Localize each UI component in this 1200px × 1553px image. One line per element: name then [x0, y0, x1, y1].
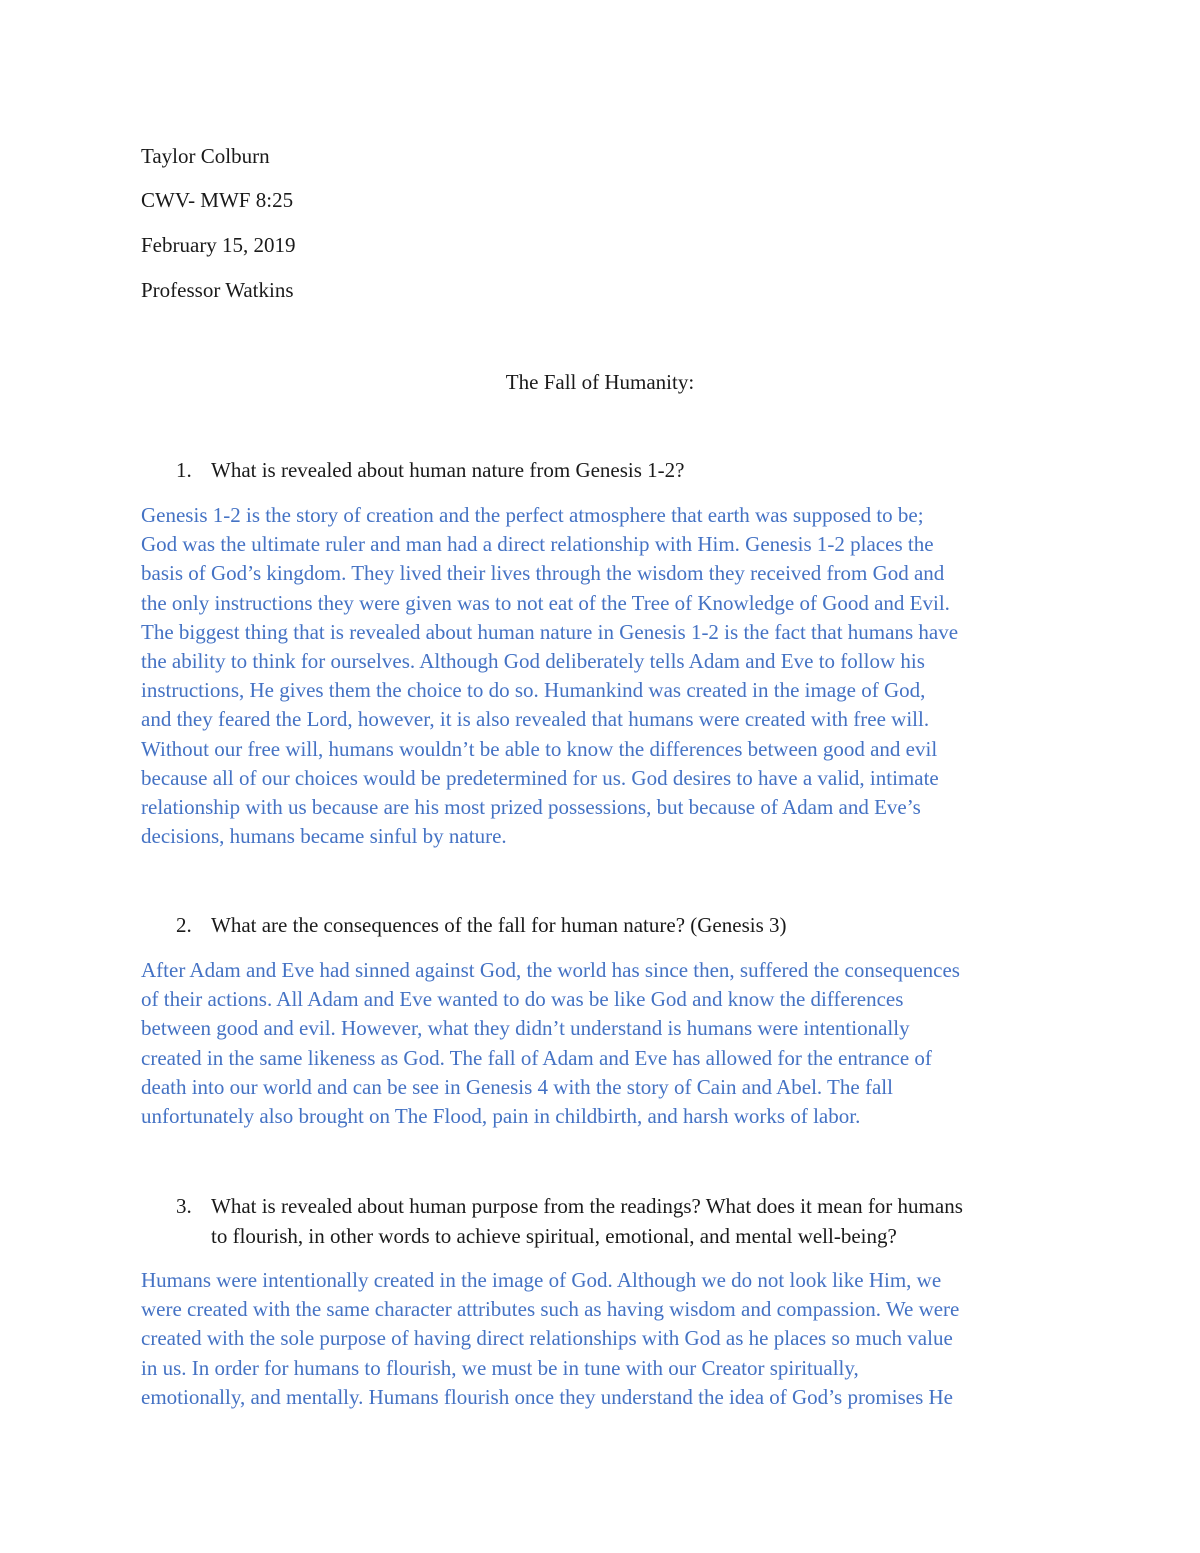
answer-line: instructions, He gives them the choice to do so. Humankind was created in the image of God,: [141, 678, 926, 703]
answer-line: Without our free will, humans wouldn’t be able to know the differences between good and evil: [141, 736, 938, 761]
question-text-line: to flourish, in other words to achieve spiritual, emotional, and mental well-being?: [211, 1223, 897, 1248]
answer-line: basis of God’s kingdom. They lived their lives through the wisdom they received from God and: [141, 561, 945, 586]
answer-line: of their actions. All Adam and Eve wanted to do was be like God and know the differences: [141, 987, 904, 1012]
question-text-line: What is revealed about human purpose from the readings? What does it mean for humans: [211, 1194, 963, 1218]
question-number: 2.: [176, 913, 192, 937]
answer-line: After Adam and Eve had sinned against God, the world has since then, suffered the consequences: [141, 958, 960, 982]
answer-line: created with the sole purpose of having direct relationships with God as he places so much value: [141, 1326, 953, 1351]
question-2: [176, 911, 1076, 941]
answer-line: emotionally, and mentally. Humans flourish once they understand the idea of God’s promises He: [141, 1384, 954, 1409]
question-text: What is revealed about human nature from Genesis 1-2?: [211, 458, 685, 482]
student-name: Taylor Colburn: [141, 144, 270, 168]
answer-line: relationship with us because are his most prized possessions, but because of Adam and Eve’s: [141, 795, 921, 820]
answer-line: decisions, humans became sinful by nature.: [141, 824, 507, 849]
answer-line: Genesis 1-2 is the story of creation and the perfect atmosphere that earth was supposed to be;: [141, 503, 924, 527]
course-info: CWV- MWF 8:25: [141, 188, 294, 212]
question-number: 3.: [176, 1194, 192, 1218]
answer-line: the ability to think for ourselves. Although God deliberately tells Adam and Eve to follow his: [141, 649, 925, 674]
answer-line: the only instructions they were given was to not eat of the Tree of Knowledge of Good and Evil.: [141, 590, 950, 615]
question-number: 1.: [176, 458, 192, 482]
answer-line: created in the same likeness as God. The fall of Adam and Eve has allowed for the entrance of: [141, 1045, 932, 1070]
question-3: [176, 1192, 1076, 1251]
answer-line: were created with the same character attributes such as having wisdom and compassion. We were: [141, 1297, 960, 1322]
professor-name: Professor Watkins: [141, 278, 294, 302]
question-text: What are the consequences of the fall for human nature? (Genesis 3): [211, 913, 787, 937]
answer-line: Humans were intentionally created in the image of God. Although we do not look like Him, we: [141, 1268, 942, 1292]
question-1: [176, 456, 1076, 486]
answer-2: [141, 956, 1061, 1131]
answer-1: [141, 501, 1061, 851]
answer-line: unfortunately also brought on The Flood, pain in childbirth, and harsh works of labor.: [141, 1104, 861, 1129]
answer-line: because all of our choices would be predetermined for us. God desires to have a valid, intimate: [141, 765, 939, 790]
document-title: The Fall of Humanity:: [505, 370, 695, 394]
answer-3: [141, 1266, 1061, 1412]
answer-line: God was the ultimate ruler and man had a direct relationship with Him. Genesis 1-2 places the: [141, 532, 934, 557]
answer-line: The biggest thing that is revealed about human nature in Genesis 1-2 is the fact that humans have: [141, 619, 959, 644]
answer-line: and they feared the Lord, however, it is also revealed that humans were created with free will.: [141, 707, 930, 732]
answer-line: death into our world and can be see in Genesis 4 with the story of Cain and Abel. The fall: [141, 1074, 893, 1099]
answer-line: between good and evil. However, what they didn’t understand is humans were intentionally: [141, 1016, 910, 1041]
answer-line: in us. In order for humans to flourish, we must be in tune with our Creator spiritually,: [141, 1355, 859, 1380]
document-date: February 15, 2019: [141, 233, 296, 257]
